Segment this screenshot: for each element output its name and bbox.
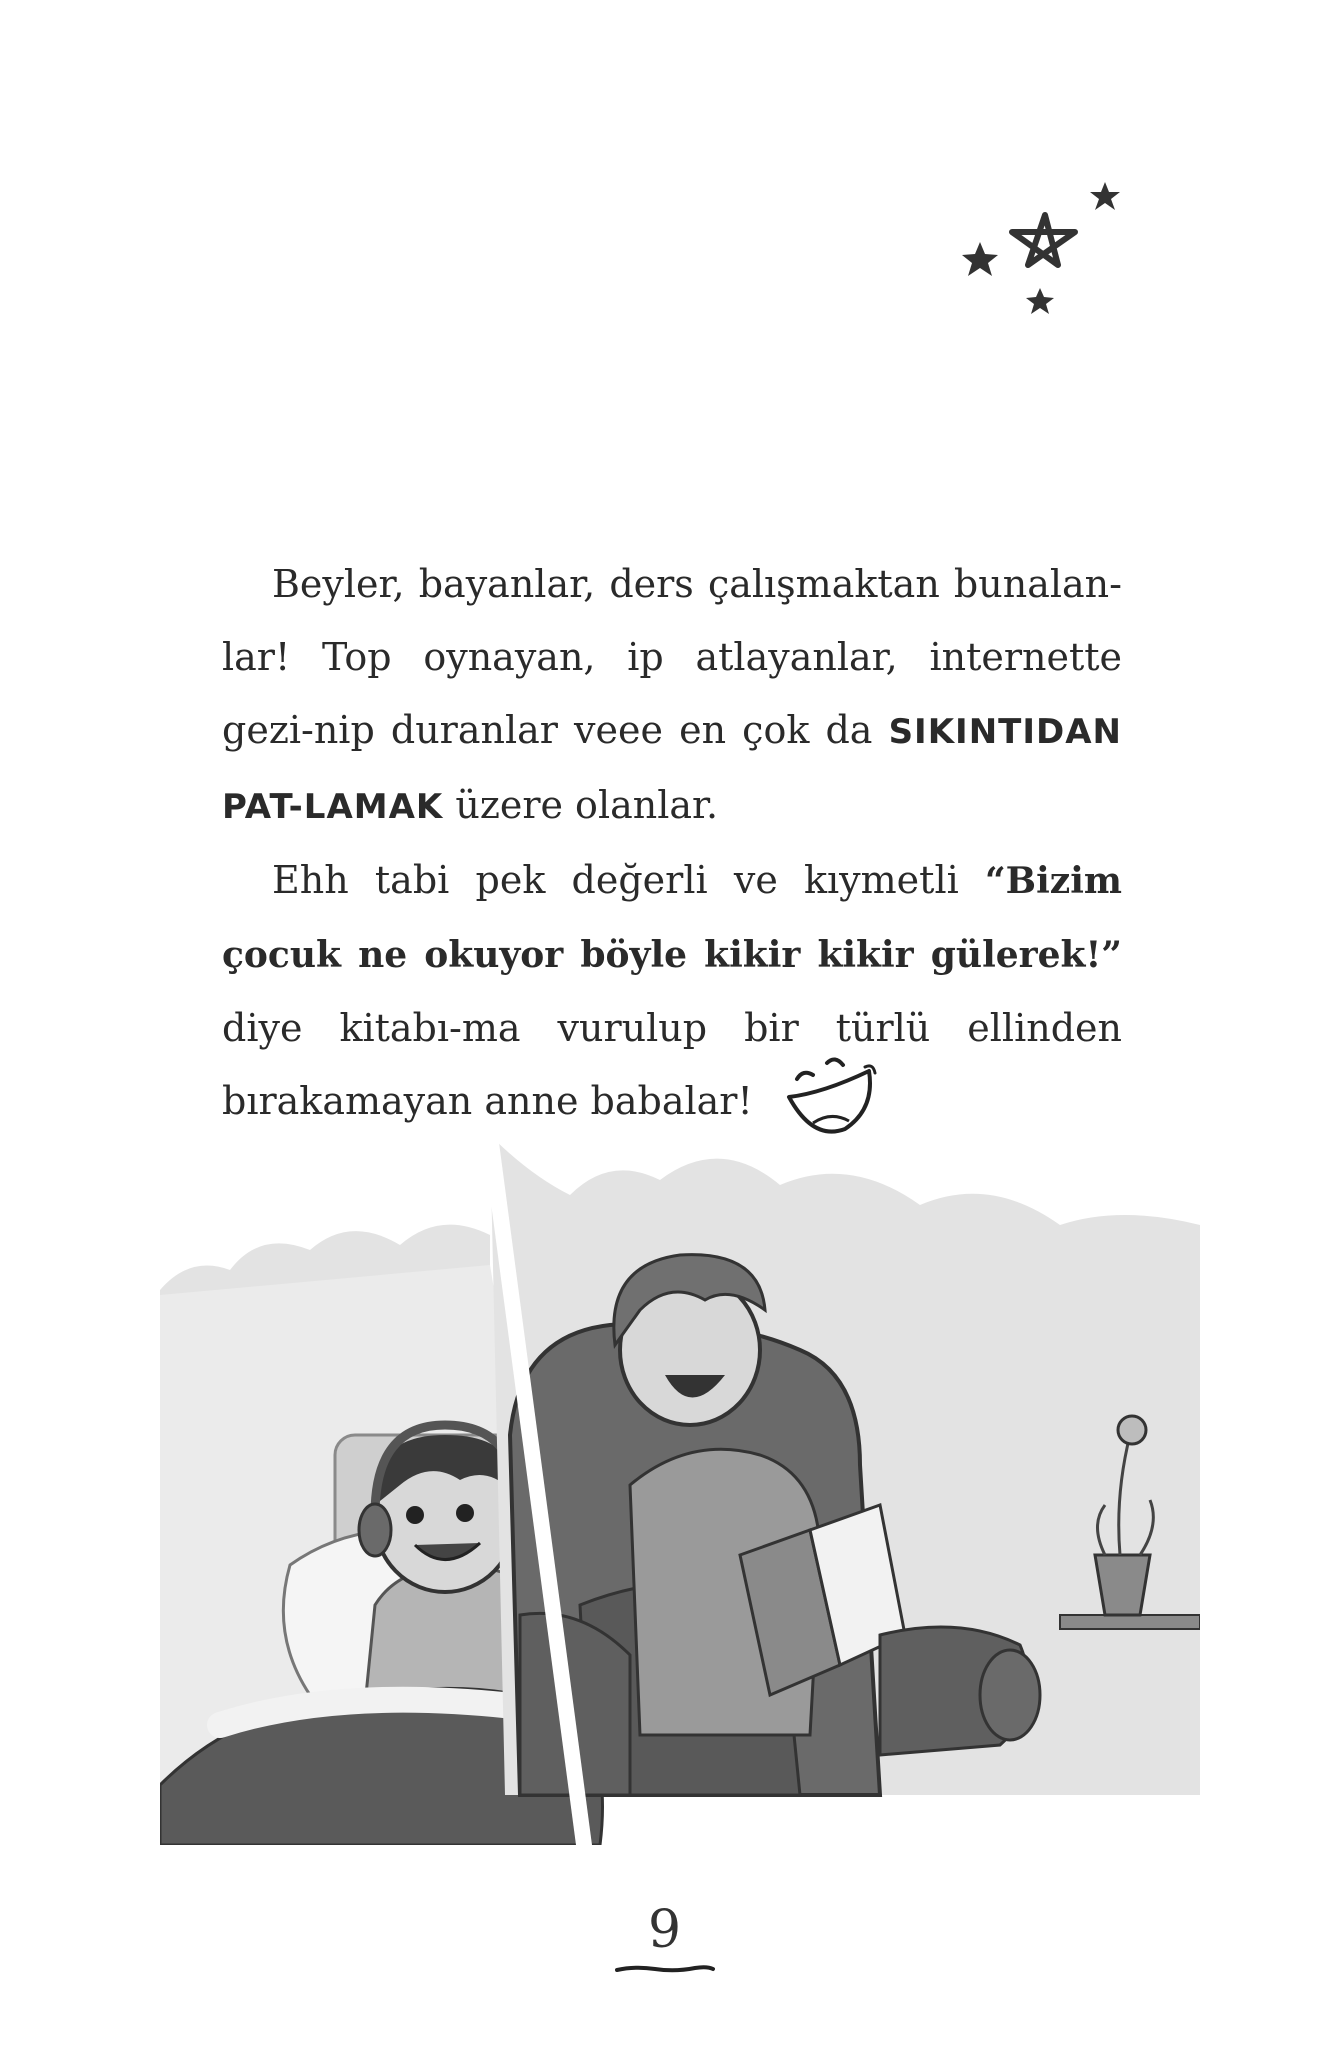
right-panel-father-reading	[490, 1135, 1200, 1795]
paragraph-1	[222, 548, 1122, 844]
page-number-underline	[615, 1963, 715, 1975]
paragraph-2-start: Ehh tabi pek değerli ve kıymetli	[272, 858, 985, 902]
stars-icon	[950, 170, 1130, 320]
illustration	[160, 1135, 1200, 1845]
paragraph-2	[222, 844, 1122, 1141]
paragraph-1-start: Beyler, bayanlar, ders çalışmaktan bunalan-lar! Top oynayan, ip atlayanlar, internette gezi-nip duranlar veee en çok da	[222, 562, 1122, 752]
paragraph-1-end: üzere olanlar.	[443, 783, 719, 827]
quoted-phrase: “Bizim çocuk ne okuyor böyle kikir kikir gülerek!”	[222, 860, 1122, 976]
highlighted-phrase: SIKINTIDAN PAT-LAMAK	[222, 712, 1122, 827]
laughing-smiley-icon	[783, 1049, 879, 1141]
body-text	[222, 548, 1122, 1141]
paragraph-2-end: diye kitabı-ma vurulup bir türlü ellinden bırakamayan anne babalar!	[222, 1006, 1122, 1123]
page-number: 9	[647, 1900, 682, 1960]
